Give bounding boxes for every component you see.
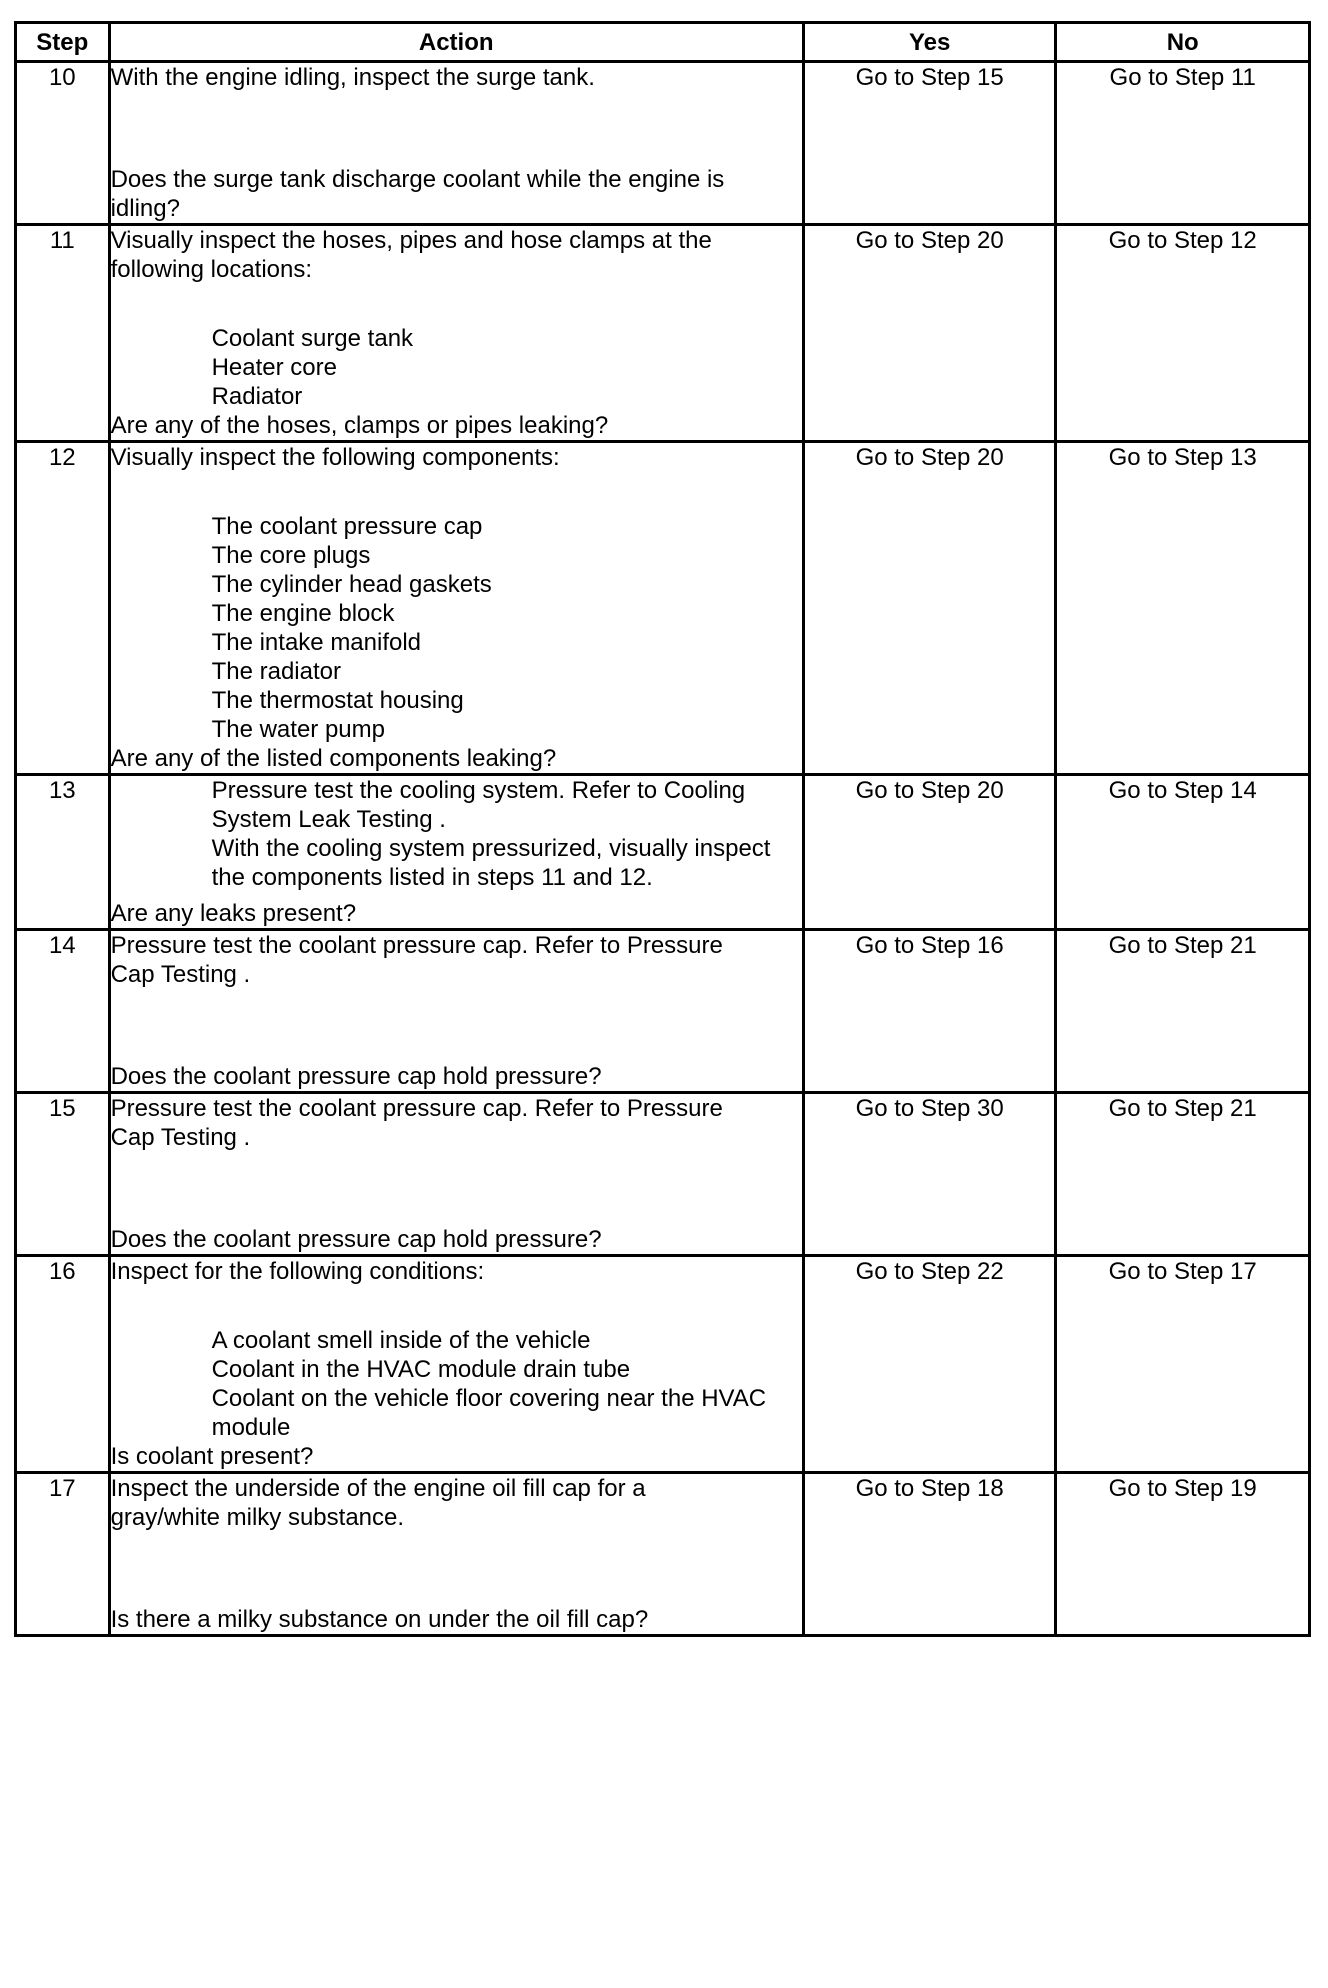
action-intro: Visually inspect the following components:	[110, 444, 560, 471]
yes-result: Go to Step 16	[803, 930, 1056, 1093]
action-body	[111, 443, 802, 744]
header-action: Action	[109, 23, 803, 62]
header-no: No	[1056, 23, 1310, 62]
action-question: Is there a milky substance on under the oil fill cap?	[110, 1606, 649, 1633]
table-row	[16, 1473, 1310, 1636]
yes-result: Go to Step 22	[803, 1256, 1056, 1473]
step-number: 14	[16, 930, 110, 1093]
no-result: Go to Step 19	[1056, 1473, 1310, 1636]
table-row	[16, 775, 1310, 930]
table-row	[16, 62, 1310, 225]
action-body	[111, 226, 802, 411]
header-step: Step	[16, 23, 110, 62]
action-intro: Visually inspect the hoses, pipes and hose clamps at the following locations:	[110, 227, 712, 283]
step-number: 13	[16, 775, 110, 930]
bullet-item: Pressure test the cooling system. Refer to Cooling System Leak Testing .	[211, 777, 746, 833]
action-body	[111, 1257, 802, 1442]
action-cell	[109, 1473, 803, 1636]
bullet-item: With the cooling system pressurized, visually inspect the components listed in steps 11 and 12.	[211, 835, 771, 891]
bullet-item: A coolant smell inside of the vehicle	[211, 1327, 591, 1354]
bullet-item: The radiator	[211, 658, 341, 685]
bullet-item: The intake manifold	[211, 629, 422, 656]
table-row	[16, 1256, 1310, 1473]
action-cell	[109, 930, 803, 1093]
bullet-item: The engine block	[211, 600, 395, 627]
diagnostic-table	[14, 21, 1311, 1637]
bullet-item: The core plugs	[211, 542, 371, 569]
yes-result: Go to Step 18	[803, 1473, 1056, 1636]
action-bullet-list	[111, 512, 802, 744]
action-cell	[109, 225, 803, 442]
action-body	[111, 1474, 802, 1532]
action-question: Are any of the hoses, clamps or pipes leaking?	[110, 412, 609, 439]
action-bullet-list	[111, 324, 802, 411]
table-row	[16, 1093, 1310, 1256]
action-body	[111, 1094, 802, 1152]
bullet-item: The thermostat housing	[211, 687, 464, 714]
table-row	[16, 442, 1310, 775]
no-result: Go to Step 21	[1056, 930, 1310, 1093]
bullet-item: Radiator	[211, 383, 303, 410]
bullet-item: The coolant pressure cap	[211, 513, 483, 540]
bullet-item: Coolant in the HVAC module drain tube	[211, 1356, 631, 1383]
action-intro: Pressure test the coolant pressure cap. Refer to Pressure Cap Testing .	[110, 1095, 723, 1151]
action-cell	[109, 62, 803, 225]
header-yes: Yes	[803, 23, 1056, 62]
action-cell	[109, 775, 803, 930]
yes-result: Go to Step 15	[803, 62, 1056, 225]
action-body	[111, 63, 802, 92]
yes-result: Go to Step 20	[803, 225, 1056, 442]
action-question: Are any of the listed components leaking?	[110, 745, 557, 772]
action-question: Does the coolant pressure cap hold pressure?	[110, 1063, 602, 1090]
bullet-item: Coolant on the vehicle floor covering near the HVAC module	[211, 1385, 767, 1441]
yes-result: Go to Step 20	[803, 442, 1056, 775]
no-result: Go to Step 21	[1056, 1093, 1310, 1256]
action-cell	[109, 442, 803, 775]
bullet-item: Heater core	[211, 354, 337, 381]
action-question: Does the coolant pressure cap hold pressure?	[110, 1226, 602, 1253]
action-intro: Inspect the underside of the engine oil fill cap for a gray/white milky substance.	[110, 1475, 646, 1531]
no-result: Go to Step 11	[1056, 62, 1310, 225]
yes-result: Go to Step 20	[803, 775, 1056, 930]
action-cell	[109, 1093, 803, 1256]
table-row	[16, 225, 1310, 442]
no-result: Go to Step 12	[1056, 225, 1310, 442]
action-question: Is coolant present?	[110, 1443, 314, 1470]
no-result: Go to Step 14	[1056, 775, 1310, 930]
action-intro: Inspect for the following conditions:	[110, 1258, 485, 1285]
step-number: 17	[16, 1473, 110, 1636]
action-question: Are any leaks present?	[110, 900, 357, 927]
bullet-item: Coolant surge tank	[211, 325, 414, 352]
bullet-item: The cylinder head gaskets	[211, 571, 492, 598]
action-body	[111, 931, 802, 989]
no-result: Go to Step 13	[1056, 442, 1310, 775]
no-result: Go to Step 17	[1056, 1256, 1310, 1473]
step-number: 15	[16, 1093, 110, 1256]
step-number: 12	[16, 442, 110, 775]
table-row	[16, 930, 1310, 1093]
header-row	[16, 23, 1310, 62]
step-number: 16	[16, 1256, 110, 1473]
step-number: 11	[16, 225, 110, 442]
step-number: 10	[16, 62, 110, 225]
yes-result: Go to Step 30	[803, 1093, 1056, 1256]
action-question: Does the surge tank discharge coolant while the engine is idling?	[110, 166, 725, 222]
action-bullet-list	[111, 1326, 802, 1442]
action-body	[111, 776, 802, 892]
action-intro: With the engine idling, inspect the surge tank.	[110, 64, 595, 91]
action-bullet-list	[111, 776, 802, 892]
action-cell	[109, 1256, 803, 1473]
action-intro: Pressure test the coolant pressure cap. Refer to Pressure Cap Testing .	[110, 932, 723, 988]
bullet-item: The water pump	[211, 716, 385, 743]
